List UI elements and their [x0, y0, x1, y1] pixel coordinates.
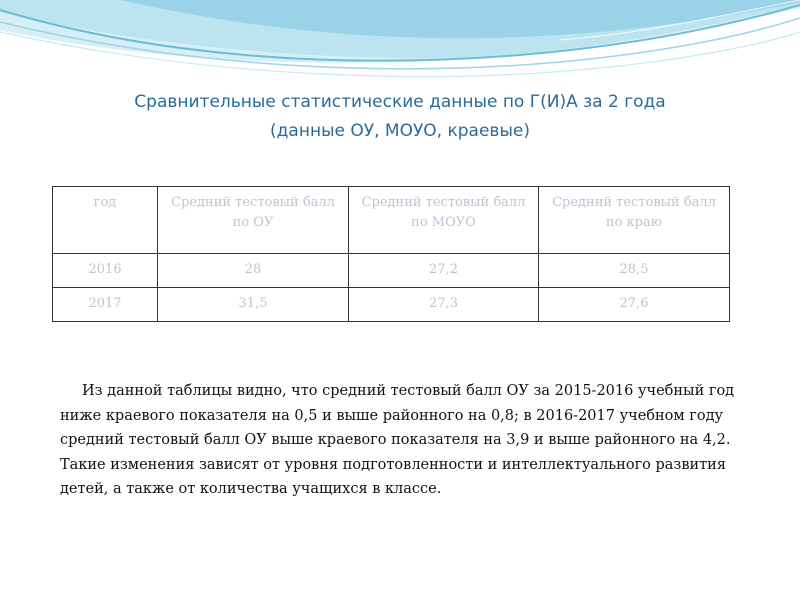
statistics-table: [52, 186, 730, 322]
table-row: [53, 288, 730, 322]
title-line-1: Сравнительные статистические данные по Г(И)А за 2 года: [134, 92, 666, 112]
header-cell-district: Средний тестовый балл по МОУО: [349, 187, 539, 254]
table-cell: 27,3: [349, 288, 539, 322]
header-cell-school: Средний тестовый балл по ОУ: [158, 187, 349, 254]
table-cell: 2016: [53, 254, 158, 288]
table-cell: 27,2: [349, 254, 539, 288]
header-cell-year: год: [53, 187, 158, 254]
conclusion-paragraph: Из данной таблицы видно, что средний тестовый балл ОУ за 2015-2016 учебный год ниже краевого показателя на 0,5 и выше районного на 0,8; в 2016-2017 учебном году средний тестовый балл ОУ выше краевого показателя на 3,9 и выше районного на 4,2. Такие изменения зависят от уровня подготовленности и интеллектуального развития детей, а также от количества учащихся в классе.: [60, 383, 735, 497]
slide-title: [0, 88, 800, 146]
table-cell: 28,5: [539, 254, 730, 288]
table-cell: 28: [158, 254, 349, 288]
table-cell: 2017: [53, 288, 158, 322]
table-cell: 31,5: [158, 288, 349, 322]
table-cell: 27,6: [539, 288, 730, 322]
header-cell-region: Средний тестовый балл по краю: [539, 187, 730, 254]
title-line-2: (данные ОУ, МОУО, краевые): [270, 121, 530, 141]
decorative-wave-header: [0, 0, 800, 90]
table-header-row: [53, 187, 730, 254]
table-row: [53, 254, 730, 288]
